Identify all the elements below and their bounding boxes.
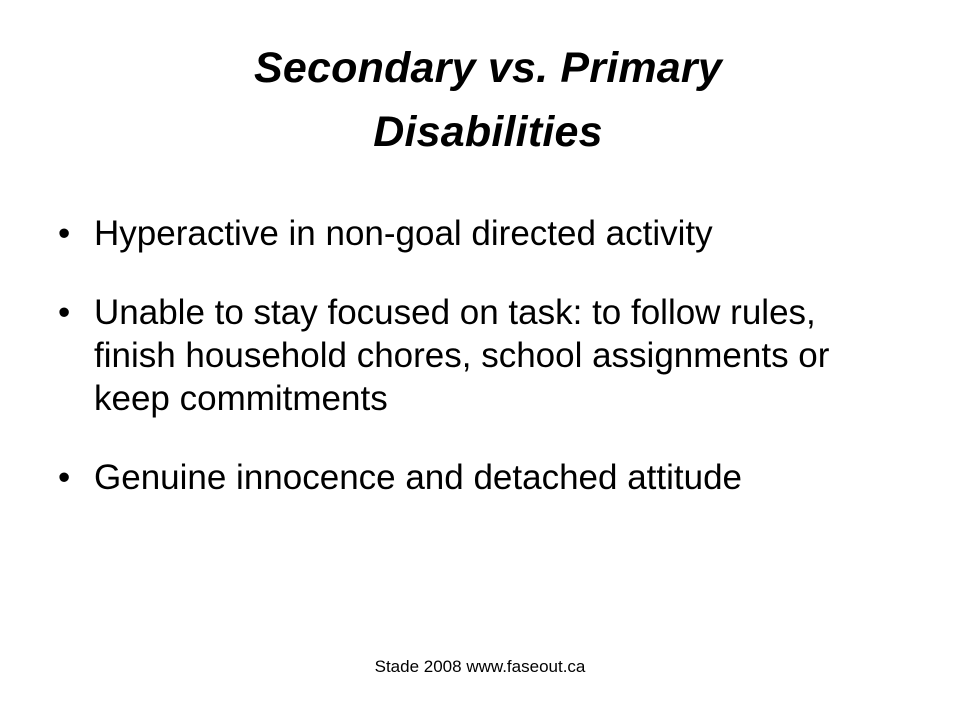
bullet-text: Unable to stay focused on task: to follow rules, finish household chores, school assignments or keep commitments [94,293,830,418]
slide-footer: Stade 2008 www.faseout.ca [374,657,586,676]
bullet-text: Hyperactive in non-goal directed activity [94,214,713,253]
bullet-text: Genuine innocence and detached attitude [94,458,743,497]
bullet-point-icon: • [58,458,71,497]
bullet-point-icon: • [58,293,71,332]
bullet-item [58,291,898,420]
bullet-point-icon: • [58,214,71,253]
slide-title-line-1: Secondary vs. Primary [254,44,722,92]
slide-title [0,36,960,164]
bullet-item [58,212,898,255]
bullet-item [58,456,898,499]
bullet-list [58,212,898,535]
slide-title-line-2: Disabilities [373,108,603,156]
